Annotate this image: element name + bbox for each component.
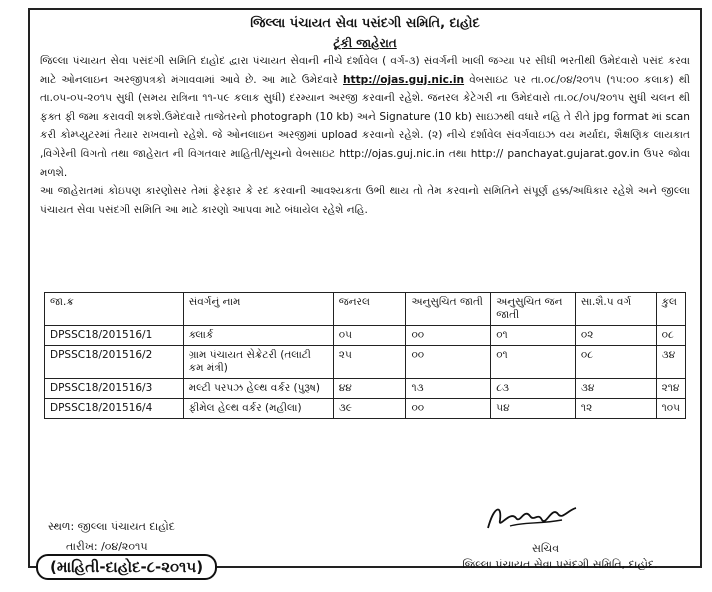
cell-general: ૦૫ xyxy=(333,326,406,346)
table-row xyxy=(45,326,686,346)
cell-st: ૮૩ xyxy=(491,379,576,399)
signatory-role: સચિવ xyxy=(532,542,560,555)
cell-total: ૩૪ xyxy=(656,346,685,379)
cell-total: ૨૧૪ xyxy=(656,379,685,399)
cell-general: ૪૪ xyxy=(333,379,406,399)
cell-cadre: ગ્રામ પંચાયત સેક્રેટરી (તલાટી કમ મંત્રી) xyxy=(183,346,333,379)
cell-sebc: ૦૮ xyxy=(575,346,656,379)
header-sebc: સા.શૈ.પ વર્ગ xyxy=(575,293,656,326)
header-sc: અનુસુચિત જાતી xyxy=(406,293,491,326)
cell-sc: ૦૦ xyxy=(406,399,491,419)
cell-sebc: ૦૨ xyxy=(575,326,656,346)
cell-general: ૩૯ xyxy=(333,399,406,419)
cell-st: ૦૧ xyxy=(491,326,576,346)
header-code: જા.ક્ર xyxy=(45,293,184,326)
table-row xyxy=(45,346,686,379)
table-row xyxy=(45,399,686,419)
cell-sebc: ૧૨ xyxy=(575,399,656,419)
cell-code: DPSSC18/201516/3 xyxy=(45,379,184,399)
notice-title: જિલ્લા પંચાયત સેવા પસંદગી સમિતિ, દાહોદ xyxy=(250,16,480,31)
cell-sc: ૦૦ xyxy=(406,326,491,346)
posts-table xyxy=(44,292,686,419)
cell-total: ૦૮ xyxy=(656,326,685,346)
para1-part-b: વેબસાઇટ પર તા.૦૮/૦૪/૨૦૧૫ (૧૫:૦૦ કલાક) થી તા.૦૫-૦૫-૨૦૧૫ સુધી (સમય રાત્રિના ૧૧-૫૯ કલાક સુધી) દરમ્યાન અરજી કરવાની રહેશે. જનરલ કેટેગરી ના ઉમેદવારો તા.૦૮/૦૫/૨૦૧૫ સુધી ચલન થી ફક્ત ફી જમા કરાવવી શકશે.ઉમેદવારે તાજેતરનો photograph (10 kb) અને Signature (10 kb) સાઇઝથી વધારે નહિ તે રીતે jpg format માં scan કરી કોમ્પ્યુટરમાં તૈયાર રાખવાનો રહેશે. જે ઓનલાઇન અરજીમાં upload કરવાનો રહેશે. (૨) નીચે દર્શાવેલ સંવર્ગવાઇઝ વય મર્યાદા, શૈક્ષણિક લાયકાત ,વિગેરેની વિગતો તથા જાહેરાત ની વિગતવાર માહિતી/સૂચનો વેબસાઇટ http://ojas.guj.nic.in તથા http:// panchayat.gujarat.gov.in ઉપર જોવા મળશે. xyxy=(40,73,690,179)
cell-cadre: ક્લાર્ક xyxy=(183,326,333,346)
ojas-link[interactable]: http://ojas.guj.nic.in xyxy=(343,73,465,86)
header-st: અનુસુચિત જન જાતી xyxy=(491,293,576,326)
signature-image xyxy=(480,500,590,536)
cell-total: ૧૦૫ xyxy=(656,399,685,419)
table-row xyxy=(45,379,686,399)
cell-st: ૫૪ xyxy=(491,399,576,419)
cell-cadre: ફીમેલ હેલ્થ વર્કર (મહીલા) xyxy=(183,399,333,419)
cell-sc: ૧૩ xyxy=(406,379,491,399)
place-line: સ્થળ: જીલ્લા પંચાયત દાહોદ xyxy=(48,520,175,533)
notice-body xyxy=(40,52,690,219)
notice-paragraph-1 xyxy=(40,52,690,182)
header-general: જનરલ xyxy=(333,293,406,326)
notice-paragraph-2: આ જાહેરાતમાં કોઇપણ કારણોસર તેમાં ફેરફાર કે રદ કરવાની આવશ્યકતા ઉભી થાય તો તેમ કરવાનો સમિતિને સંપૂર્ણ હક્ક/અધિકાર રહેશે અને જીલ્લા પંચાયત સેવા પસંદગી સમિતિ આ માટે કારણો આપવા માટે બંધાયેલ રહેશે નહિ. xyxy=(40,185,690,216)
notice-frame xyxy=(28,8,702,571)
cell-st: ૦૧ xyxy=(491,346,576,379)
cell-code: DPSSC18/201516/4 xyxy=(45,399,184,419)
cell-code: DPSSC18/201516/2 xyxy=(45,346,184,379)
header-cadre: સંવર્ગનું નામ xyxy=(183,293,333,326)
table-header-row xyxy=(45,293,686,326)
date-line: તારીખ: /૦૪/૨૦૧૫ xyxy=(66,540,148,553)
cell-general: ૨૫ xyxy=(333,346,406,379)
info-reference-badge: (માહિતી-દાહોદ-૮-૨૦૧૫) xyxy=(36,554,217,580)
cell-sc: ૦૦ xyxy=(406,346,491,379)
para1-part-a: જિલ્લા પંચાયત સેવા પસંદગી સમિતિ દાહોદ દ્વારા પંચાયત સેવાની નીચે દર્શાવેલ ( વર્ગ-૩) સંવર્ગની ખાલી જગ્યા પર સીધી ભરતીથી ઉમેદવારો પસંદ કરવા માટે ઓનલાઇન અરજીપત્રકો મંગાવવામાં આવે છે. આ માટે ઉમેદવારે xyxy=(40,55,690,86)
header-total: કુલ xyxy=(656,293,685,326)
cell-sebc: ૩૪ xyxy=(575,379,656,399)
cell-cadre: મલ્ટી પરપઝ હેલ્થ વર્કર (પુરૂષ) xyxy=(183,379,333,399)
signatory-office: જિલ્લા પંચાયત સેવા પસંદગી સમિતિ, દાહોદ. xyxy=(462,558,658,571)
notice-subtitle: ટૂંકી જાહેરાત xyxy=(333,36,397,50)
cell-code: DPSSC18/201516/1 xyxy=(45,326,184,346)
